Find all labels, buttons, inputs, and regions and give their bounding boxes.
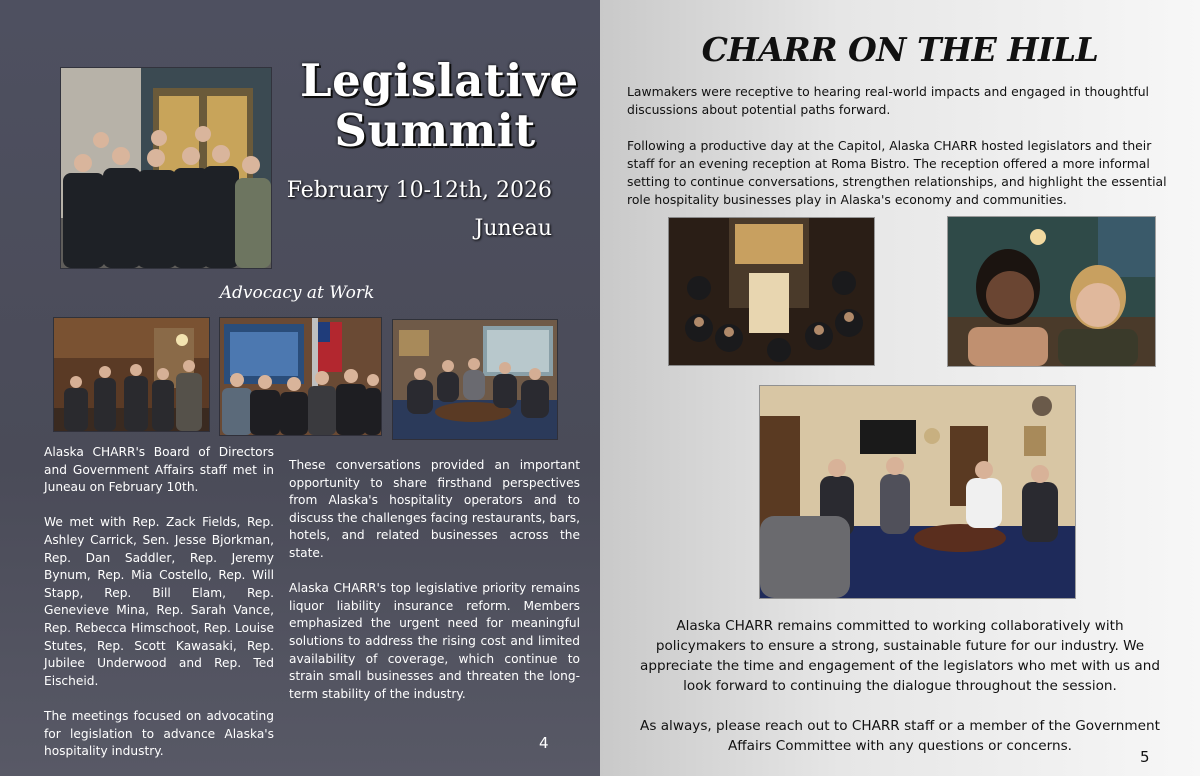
photo-office-meeting-seated [392,319,558,440]
right-page [600,0,1200,776]
photo-office-meeting-standing [53,317,210,432]
group-photo-capitol-entrance [60,67,272,269]
paragraph: Alaska CHARR's Board of Directors and Government Affairs staff met in Juneau on February 10th. [44,445,274,495]
paragraph: Following a productive day at the Capitol, Alaska CHARR hosted legislators and their staff for an evening reception at Roma Bistro. The reception offered a more informal setting to continue conversations, strengthen relationships, and highlight the essential role hospitality businesses play in Alaska's economy and communities. [627,138,1167,207]
page-number: 5 [1140,748,1150,766]
event-location: Juneau [474,216,552,241]
photo-office-meeting [759,385,1076,599]
photo-group-with-flag [219,317,382,436]
closing-text [630,616,1170,776]
paragraph: The meetings focused on advocating for legislation to advance Alaska's hospitality industry. [44,708,274,759]
paragraph: Lawmakers were receptive to hearing real-world impacts and engaged in thoughtful discussions about potential paths forward. [627,84,1149,117]
photo-reception-selfie [947,216,1156,367]
paragraph: Alaska CHARR's top legislative priority remains liquor liability insurance reform. Members emphasized the urgent need for meaningful solutions to address the rising cost and limited availability of coverage, which continue to strain small businesses and threaten the long-term stability of the industry. [289,581,580,701]
page-title: Legislative Summit [300,54,579,158]
left-page [0,0,600,776]
page-number: 4 [539,734,549,752]
paragraph: Alaska CHARR remains committed to working collaboratively with policymakers to ensure a strong, sustainable future for our industry. We appreciate the time and engagement of the legislators who met with us and look forward to continuing the dialogue throughout the session. [639,618,1160,694]
intro-text [627,83,1169,227]
section-heading: Advocacy at Work [219,283,375,303]
photo-reception-overhead [668,217,875,366]
left-column-text [44,444,274,778]
event-dates: February 10-12th, 2026 [286,178,552,203]
paragraph: These conversations provided an important opportunity to share firsthand perspectives from Alaska's hospitality operators and to discuss the challenges facing restaurants, bars, hotels, and related businesses across the state. [289,458,580,560]
page-title: CHARR ON THE HILL [701,30,1099,69]
paragraph: We met with Rep. Zack Fields, Rep. Ashley Carrick, Sen. Jesse Bjorkman, Rep. Dan Saddler, Rep. Jeremy Bynum, Rep. Mia Costello, Rep. Will Stapp, Rep. Bill Elam, Rep. Genevieve Mina, Rep. Sarah Vance, Rep. Rebecca Himschoot, Rep. Louise Stutes, Rep. Scott Kawasaki, Rep. Jubilee Underwood and Rep. Ted Eischeid. [44,515,274,688]
right-column-text [289,457,580,721]
paragraph: As always, please reach out to CHARR staff or a member of the Government Affairs Committee with any questions or concerns. [640,718,1160,754]
